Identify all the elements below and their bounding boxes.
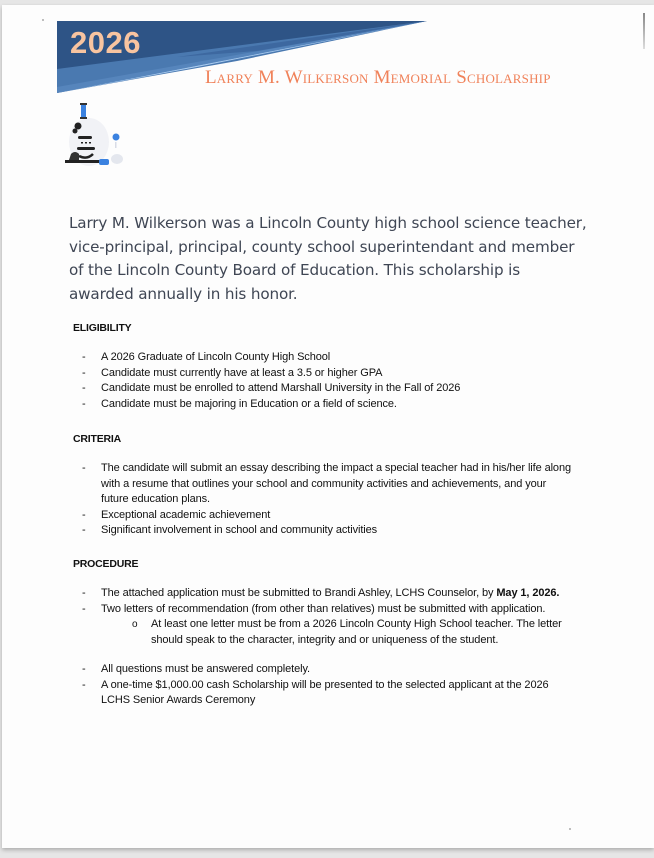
dash-bullet-icon: -: [82, 382, 86, 394]
list-item: - Exceptional academic achievement: [73, 508, 571, 524]
scan-mark: [643, 13, 645, 49]
list-item: - All questions must be answered completely.: [73, 662, 571, 678]
list-item: - A 2026 Graduate of Lincoln County High School: [73, 350, 571, 366]
dash-bullet-icon: -: [82, 678, 86, 691]
dash-bullet-icon: -: [82, 397, 86, 410]
procedure-section: [73, 557, 571, 709]
dash-bullet-icon: -: [82, 524, 86, 536]
list-item: - Significant involvement in school and community activities: [73, 523, 571, 539]
list-item: - A one-time $1,000.00 cash Scholarship will be presented to the selected applicant at the 2026 LCHS Senior Awards Ceremony: [82, 678, 549, 706]
list-item: - Two letters of recommendation (from other than relatives) must be submitted with application. o At least one letter must be from a 2026 Lincoln County High School teacher. The letter should speak to the character, integrity and or uniqueness of the student.: [73, 602, 571, 649]
criteria-list: [73, 461, 571, 539]
scan-speck: [569, 828, 571, 830]
criteria-section: [73, 432, 571, 539]
intro-paragraph: Larry M. Wilkerson was a Lincoln County high school science teacher, vice-principal, principal, county school superintendant and member of the Lincoln County Board of Education. This scholarship is awarded annually in his honor.: [69, 214, 587, 303]
document-page: [2, 5, 654, 848]
eligibility-heading: ELIGIBILITY: [73, 322, 132, 334]
list-item: - The candidate will submit an essay describing the impact a special teacher had in his/her life along with a resume that outlines your school and community activities and achievements, and your future education plans.: [82, 462, 571, 505]
dash-bullet-icon: -: [82, 508, 86, 521]
criteria-heading: CRITERIA: [73, 433, 121, 445]
scan-speck: [42, 19, 44, 21]
dash-bullet-icon: -: [82, 663, 86, 675]
circle-bullet-icon: o: [132, 619, 138, 630]
list-item: - Candidate must be enrolled to attend Marshall University in the Fall of 2026: [73, 381, 571, 397]
procedure-list: [73, 586, 571, 648]
dash-bullet-icon: -: [82, 462, 86, 474]
procedure-sublist: [101, 617, 571, 648]
procedure-heading: PROCEDURE: [73, 558, 139, 570]
scholarship-title: Larry M. Wilkerson Memorial Scholarship: [205, 67, 551, 88]
dash-bullet-icon: -: [82, 351, 86, 363]
eligibility-list: [73, 350, 571, 412]
microscope-icon: [59, 100, 131, 172]
deadline-date: May 1, 2026.: [496, 587, 560, 599]
procedure-list-continued: [73, 662, 571, 709]
list-item: - Candidate must currently have at least a 3.5 or higher GPA: [73, 366, 571, 382]
eligibility-section: [73, 321, 571, 412]
list-item: - Candidate must be majoring in Education or a field of science.: [73, 397, 571, 413]
year-label: 2026: [70, 25, 141, 60]
dash-bullet-icon: -: [82, 366, 86, 379]
dash-bullet-icon: -: [82, 602, 86, 615]
sub-list-item: o At least one letter must be from a 2026 Lincoln County High School teacher. The letter should speak to the character, integrity and or uniqueness of the student.: [132, 618, 562, 646]
list-item: - The attached application must be submitted to Brandi Ashley, LCHS Counselor, by May 1, 2026.: [73, 586, 571, 602]
dash-bullet-icon: -: [82, 587, 86, 599]
